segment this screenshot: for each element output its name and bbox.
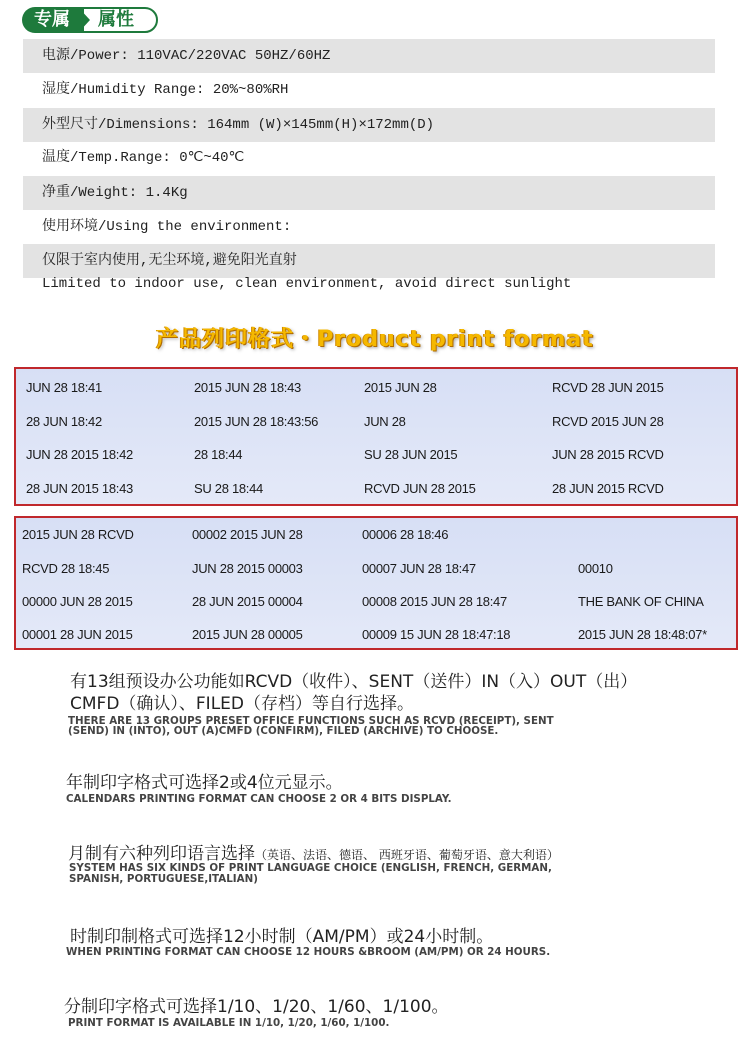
format-cell: RCVD 2015 JUN 28	[552, 414, 664, 429]
spec-dimensions: 外型尺寸/Dimensions: 164mm (W)×145mm(H)×172mm(D)	[23, 108, 715, 142]
spec-humidity: 湿度/Humidity Range: 20%~80%RH	[42, 82, 289, 98]
format-cell: 00002 2015 JUN 28	[192, 527, 303, 542]
format-cell: JUN 28 2015 RCVD	[552, 447, 664, 462]
desc-calendar-en: CALENDARS PRINTING FORMAT CAN CHOOSE 2 OR 4 BITS DISPLAY.	[66, 793, 452, 805]
format-cell: JUN 28 18:41	[26, 380, 102, 395]
section-badge	[22, 7, 158, 33]
format-cell: 00010	[578, 561, 613, 576]
desc-hour-format-en: WHEN PRINTING FORMAT CAN CHOOSE 12 HOURS &BROOM (AM/PM) OR 24 HOURS.	[66, 946, 551, 958]
desc-minute-format-zh: 分制印字格式可选择1/10、1/20、1/60、1/100。	[64, 997, 449, 1017]
format-cell: 00001 28 JUN 2015	[22, 627, 133, 642]
format-cell: 28 JUN 2015 00004	[192, 594, 303, 609]
desc-office-functions-zh-1: 有13组预设办公功能如RCVD（收件）、SENT（送件）IN（入）OUT（出）	[70, 672, 638, 692]
format-cell: 2015 JUN 28 18:43	[194, 380, 301, 395]
format-cell: RCVD JUN 28 2015	[364, 481, 476, 496]
badge-arrow-icon	[78, 7, 90, 33]
format-cell: 2015 JUN 28 RCVD	[22, 527, 134, 542]
format-cell: JUN 28	[364, 414, 406, 429]
desc-language-zh	[68, 839, 559, 864]
format-cell: 2015 JUN 28 00005	[192, 627, 303, 642]
format-cell: 28 JUN 18:42	[26, 414, 102, 429]
format-cell: SU 28 18:44	[194, 481, 263, 496]
format-cell: 00008 2015 JUN 28 18:47	[362, 594, 507, 609]
badge-right-label: 属性	[82, 7, 158, 33]
print-format-table-1	[14, 367, 738, 506]
desc-language-en-2: SPANISH, PORTUGUESE,ITALIAN)	[69, 873, 258, 885]
spec-environment: 使用环境/Using the environment:	[42, 219, 292, 235]
spec-environment-en: Limited to indoor use, clean environment, avoid direct sunlight	[42, 276, 572, 292]
desc-language-zh-main: 月制有六种列印语言选择	[68, 844, 255, 864]
spec-environment-zh: 仅限于室内使用,无尘环境,避免阳光直射	[23, 244, 715, 278]
format-cell: 2015 JUN 28	[364, 380, 437, 395]
desc-office-functions-zh-2: CMFD（确认）、FILED（存档）等自行选择。	[70, 694, 415, 714]
format-cell: 2015 JUN 28 18:48:07*	[578, 627, 707, 642]
format-cell: 00000 JUN 28 2015	[22, 594, 133, 609]
print-format-table-2	[14, 516, 738, 650]
format-cell: 2015 JUN 28 18:43:56	[194, 414, 319, 429]
format-cell: 00009 15 JUN 28 18:47:18	[362, 627, 511, 642]
format-cell: JUN 28 2015 00003	[192, 561, 303, 576]
format-cell: RCVD 28 18:45	[22, 561, 110, 576]
format-cell: RCVD 28 JUN 2015	[552, 380, 664, 395]
spec-weight: 净重/Weight: 1.4Kg	[23, 176, 715, 210]
spec-power: 电源/Power: 110VAC/220VAC 50HZ/60HZ	[23, 39, 715, 73]
format-cell: 28 JUN 2015 18:43	[26, 481, 133, 496]
format-cell: SU 28 JUN 2015	[364, 447, 458, 462]
format-cell: 28 JUN 2015 RCVD	[552, 481, 664, 496]
desc-office-functions-en-1: THERE ARE 13 GROUPS PRESET OFFICE FUNCTIONS SUCH AS RCVD (RECEIPT), SENT	[68, 715, 554, 727]
desc-language-en-1: SYSTEM HAS SIX KINDS OF PRINT LANGUAGE CHOICE (ENGLISH, FRENCH, GERMAN,	[69, 862, 552, 874]
desc-language-zh-note: （英语、法语、德语、 西班牙语、葡萄牙语、意大利语）	[255, 848, 559, 862]
format-cell: THE BANK OF CHINA	[578, 594, 704, 609]
desc-hour-format-zh: 时制印制格式可选择12小时制（AM/PM）或24小时制。	[70, 927, 494, 947]
format-cell: 00007 JUN 28 18:47	[362, 561, 476, 576]
desc-calendar-zh: 年制印字格式可选择2或4位元显示。	[66, 773, 343, 793]
format-cell: 00006 28 18:46	[362, 527, 449, 542]
spec-temperature: 温度/Temp.Range: 0℃~40℃	[42, 150, 245, 166]
desc-minute-format-en: PRINT FORMAT IS AVAILABLE IN 1/10, 1/20, 1/60, 1/100.	[68, 1017, 390, 1029]
format-cell: 28 18:44	[194, 447, 243, 462]
print-format-title: 产品列印格式・Product print format	[156, 327, 594, 352]
badge-left-label: 专属	[22, 7, 88, 33]
desc-office-functions-en-2: (SEND) IN (INTO), OUT (A)CMFD (CONFIRM), FILED (ARCHIVE) TO CHOOSE.	[68, 725, 499, 737]
format-cell: JUN 28 2015 18:42	[26, 447, 133, 462]
